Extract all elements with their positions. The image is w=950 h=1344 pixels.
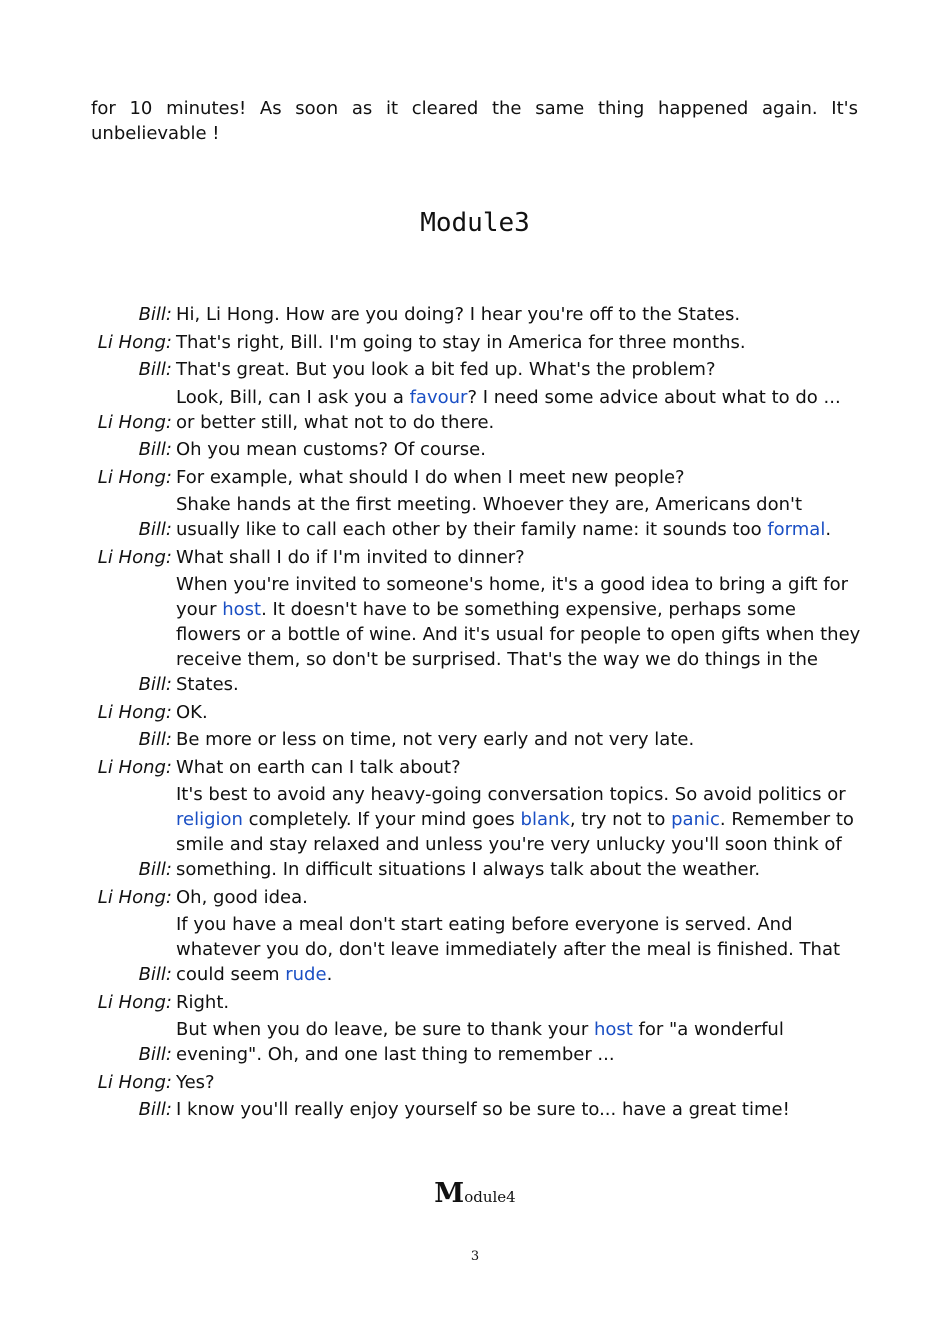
dialogue-line [176,302,862,327]
dialogue-row [0,492,950,542]
dialogue-line [176,465,862,490]
speaker-label: Bill: [138,859,172,880]
line-text: It's best to avoid any heavy-going conversation topics. So avoid politics or [176,784,846,805]
line-text: Be more or less on time, not very early and not very late. [176,729,695,750]
dialogue-line [176,885,862,910]
dialogue-line [176,1017,862,1067]
vocabulary-word: formal [767,519,826,540]
speaker-label: Li Hong: [97,991,172,1013]
dialogue-line [176,990,862,1015]
dialogue-row [0,330,950,355]
line-text: Oh you mean customs? Of course. [176,439,486,460]
line-text: . It doesn't have to be something expensive, perhaps some flowers or a bottle of wine. And it's usual for people to open gifts when they receive them, so don't be surprised. That's the way we do things in the States. [176,599,861,695]
line-text: OK. [176,701,208,723]
speaker-label: Li Hong: [97,1071,172,1093]
dialogue-line [176,572,862,697]
speaker-label: Bill: [138,304,172,325]
dialogue-row [0,572,950,697]
speaker-label: Bill: [138,674,172,695]
speaker-label: Li Hong: [97,756,172,778]
dialogue-row [0,1017,950,1067]
dialogue-row [0,700,950,725]
dialogue-row [0,990,950,1015]
vocabulary-word: host [593,1019,633,1040]
line-text: . Remember to smile and stay relaxed and unless you're very unlucky you'll soon think of something. In difficult situations I always talk about the weather. [176,809,854,880]
line-text: Right. [176,991,230,1013]
intro-paragraph: for 10 minutes! As soon as it cleared the same thing happened again. It's unbelievable ! [91,98,858,144]
line-text: for "a wonderful evening". Oh, and one last thing to remember ... [176,1019,784,1065]
line-text: completely. If your mind goes [242,809,521,830]
page-number: 3 [470,1249,480,1264]
line-text: ? I need some advice about what to do ... or better still, what not to do there. [176,386,841,433]
dialogue-row [0,782,950,882]
dialogue-row [0,755,950,780]
dialogue-line [176,782,862,882]
line-text: Oh, good idea. [176,886,308,908]
dialogue-line [176,330,862,355]
dialogue-row [0,437,950,462]
line-text: I know you'll really enjoy yourself so be sure to... have a great time! [176,1099,790,1120]
speaker-label: Bill: [138,729,172,750]
vocabulary-word: host [222,599,262,620]
speaker-label: Bill: [138,519,172,540]
vocabulary-word: rude [285,964,327,985]
dialogue-row [0,1097,950,1122]
dialogue-line [176,912,862,987]
dialogue [0,302,950,1125]
dialogue-line [176,437,862,462]
dialogue-row [0,912,950,987]
line-text: If you have a meal don't start eating before everyone is served. And whatever you do, don't leave immediately after the meal is finished. That could seem [176,914,841,985]
dialogue-line [176,545,862,570]
line-text: Hi, Li Hong. How are you doing? I hear you're off to the States. [176,304,741,325]
dialogue-line [176,492,862,542]
vocabulary-word: religion [176,809,243,830]
dialogue-row [0,885,950,910]
dialogue-line [176,1070,862,1095]
vocabulary-word: blank [520,809,570,830]
dialogue-line [176,755,862,780]
line-text: Look, Bill, can I ask you a [176,386,410,408]
vocabulary-word: favour [409,386,468,408]
speaker-label: Li Hong: [97,331,172,353]
dialogue-row [0,302,950,327]
speaker-label: Li Hong: [97,701,172,723]
dialogue-row [0,357,950,382]
line-text: For example, what should I do when I meet new people? [176,466,685,488]
line-text: . [326,964,333,985]
line-text: Shake hands at the first meeting. Whoever they are, Americans don't usually like to call each other by their family name: it sounds too [176,494,803,540]
module3-heading: Module3 [420,208,530,238]
dialogue-row [0,385,950,435]
line-text: When you're invited to someone's home, it's a good idea to bring a gift for your [176,574,848,620]
vocabulary-word: panic [671,809,720,830]
speaker-label: Bill: [138,1099,172,1120]
line-text: Yes? [176,1071,215,1093]
speaker-label: Bill: [138,964,172,985]
module4-rest: odule4 [464,1188,516,1206]
speaker-label: Li Hong: [97,886,172,908]
line-text: , try not to [569,809,672,830]
dialogue-line [176,385,862,435]
dialogue-row [0,465,950,490]
dialogue-row [0,727,950,752]
line-text: That's right, Bill. I'm going to stay in America for three months. [176,331,746,353]
dialogue-line [176,727,862,752]
dialogue-line [176,357,862,382]
speaker-label: Li Hong: [97,546,172,568]
speaker-label: Bill: [138,1044,172,1065]
dialogue-row [0,1070,950,1095]
dialogue-line [176,700,862,725]
dialogue-line [176,1097,862,1122]
line-text: What on earth can I talk about? [176,756,461,778]
dialogue-row [0,545,950,570]
line-text: . [825,519,832,540]
speaker-label: Bill: [138,439,172,460]
line-text: That's great. But you look a bit fed up. What's the problem? [176,359,716,380]
speaker-label: Li Hong: [97,466,172,488]
module4-heading [0,1178,950,1209]
line-text: But when you do leave, be sure to thank your [176,1019,594,1040]
speaker-label: Li Hong: [97,411,172,433]
speaker-label: Bill: [138,359,172,380]
line-text: What shall I do if I'm invited to dinner? [176,546,525,568]
module4-initial: M [434,1178,465,1209]
